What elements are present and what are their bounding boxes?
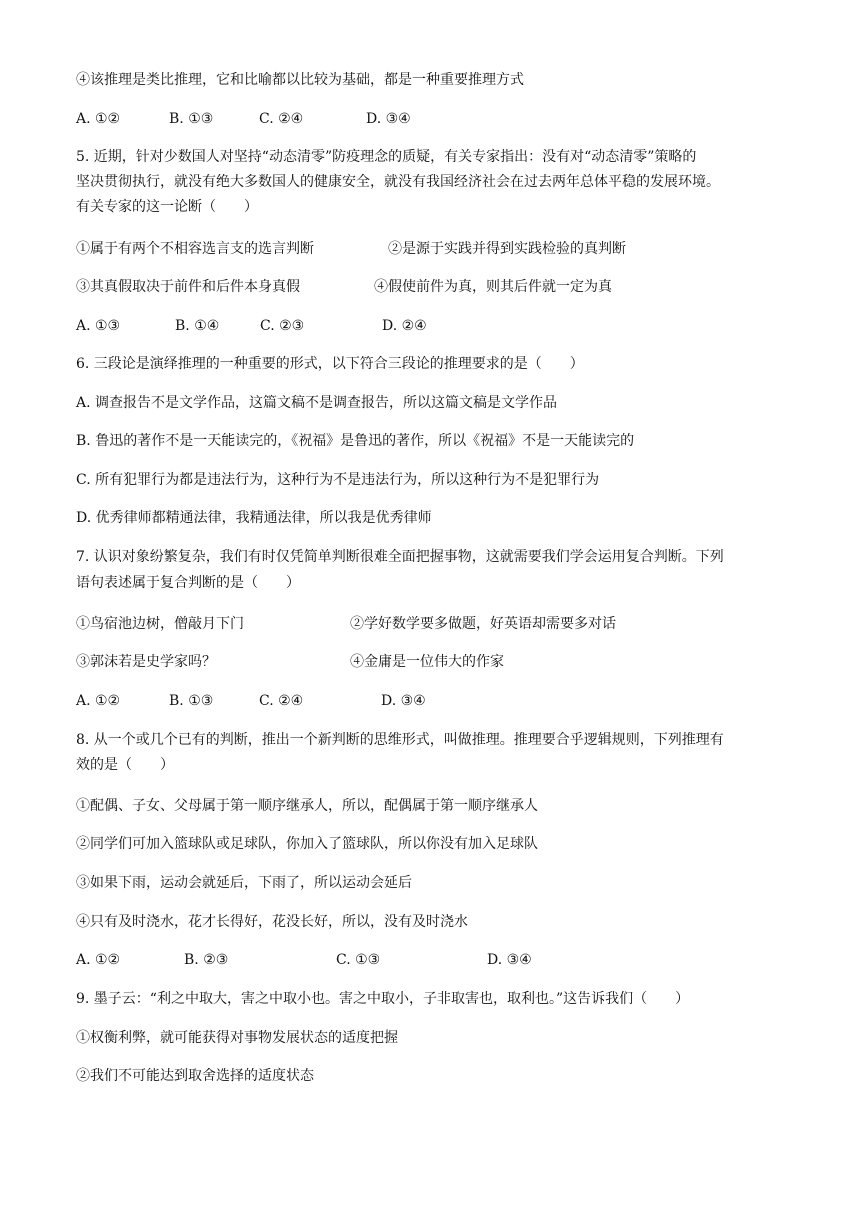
q7-option-b: B. ①③ [169, 693, 214, 709]
q9-item-1: ①权衡利弊，就可能获得对事物发展状态的适度把握 [76, 1030, 398, 1046]
q7-item-3: ③郭沫若是史学家吗？ [76, 654, 216, 670]
q8-option-c: C. ①③ [336, 952, 381, 968]
q8-item-2: ②同学们可加入篮球队或足球队，你加入了篮球队，所以你没有加入足球队 [76, 836, 538, 852]
q4-options [76, 109, 776, 129]
q5-option-c: C. ②③ [260, 318, 305, 334]
q8-item-4: ④只有及时浇水，花才长得好，花没长好，所以，没有及时浇水 [76, 914, 468, 930]
q7-options [76, 691, 776, 711]
q8-stem-line-2: 效的是（ ） [76, 757, 174, 773]
q5-stem-line-1: 5. 近期，针对少数国人对坚持“动态清零”防疫理念的质疑，有关专家指出：没有对“动态清零”策略的 [76, 149, 697, 165]
q4-option-a: A. ①② [76, 111, 121, 127]
q8-options [76, 950, 776, 970]
q5-options [76, 316, 776, 336]
q6-option-a: A. 调查报告不是文学作品，这篇文稿不是调查报告，所以这篇文稿是文学作品 [76, 395, 558, 411]
q8-stem-line-1: 8. 从一个或几个已有的判断，推出一个新判断的思维形式，叫做推理。推理要合乎逻辑规则，下列推理有 [76, 732, 724, 748]
q5-stem-line-3: 有关专家的这一论断（ ） [76, 199, 258, 215]
q5-option-d: D. ②④ [382, 318, 427, 334]
q8-item-1: ①配偶、子女、父母属于第一顺序继承人，所以，配偶属于第一顺序继承人 [76, 798, 538, 814]
q7-stem-line-1: 7. 认识对象纷繁复杂，我们有时仅凭简单判断很难全面把握事物，这就需要我们学会运用复合判断。下列 [76, 549, 724, 565]
q5-items-row-2 [76, 277, 776, 297]
q6-option-c: C. 所有犯罪行为都是违法行为，这种行为不是违法行为，所以这种行为不是犯罪行为 [76, 472, 600, 488]
q7-item-4: ④金庸是一位伟大的作家 [350, 654, 504, 670]
q5-option-a: A. ①③ [76, 318, 121, 334]
q8-option-b: B. ②③ [184, 952, 229, 968]
q4-option-d: D. ③④ [366, 111, 411, 127]
q7-items-row-2 [76, 652, 776, 672]
q7-option-c: C. ②④ [259, 693, 304, 709]
q6-option-b: B. 鲁迅的著作不是一天能读完的，《祝福》是鲁迅的著作，所以《祝福》不是一天能读完的 [76, 433, 635, 449]
q8-option-d: D. ③④ [487, 952, 532, 968]
q7-stem-line-2: 语句表述属于复合判断的是（ ） [76, 575, 300, 591]
q6-option-d: D. 优秀律师都精通法律，我精通法律，所以我是优秀律师 [76, 510, 432, 526]
q5-stem-line-2: 坚决贯彻执行，就没有绝大多数国人的健康安全，就没有我国经济社会在过去两年总体平稳的发展环境。 [76, 174, 720, 190]
q5-option-b: B. ①④ [175, 318, 220, 334]
q8-item-3: ③如果下雨，运动会就延后，下雨了，所以运动会延后 [76, 875, 412, 891]
q8-option-a: A. ①② [76, 952, 121, 968]
q7-items-row-1 [76, 614, 776, 634]
q5-item-4: ④假使前件为真，则其后件就一定为真 [374, 279, 612, 295]
q5-item-1: ①属于有两个不相容选言支的选言判断 [76, 241, 314, 257]
q7-item-2: ②学好数学要多做题，好英语却需要多对话 [350, 616, 616, 632]
q4-option-c: C. ②④ [259, 111, 304, 127]
q4-item-4: ④该推理是类比推理，它和比喻都以比较为基础，都是一种重要推理方式 [76, 72, 524, 88]
q9-item-2: ②我们不可能达到取舍选择的适度状态 [76, 1068, 314, 1084]
q5-item-2: ②是源于实践并得到实践检验的真判断 [388, 241, 626, 257]
q9-stem: 9. 墨子云：“利之中取大，害之中取小也。害之中取小，子非取害也，取利也。”这告诉我们（ ） [76, 991, 690, 1007]
q6-stem: 6. 三段论是演绎推理的一种重要的形式，以下符合三段论的推理要求的是（ ） [76, 356, 584, 372]
q4-option-b: B. ①③ [169, 111, 214, 127]
q7-item-1: ①鸟宿池边树，僧敲月下门 [76, 616, 244, 632]
q5-items-row-1 [76, 239, 776, 259]
q5-item-3: ③其真假取决于前件和后件本身真假 [76, 279, 300, 295]
q7-option-a: A. ①② [76, 693, 121, 709]
q7-option-d: D. ③④ [381, 693, 426, 709]
